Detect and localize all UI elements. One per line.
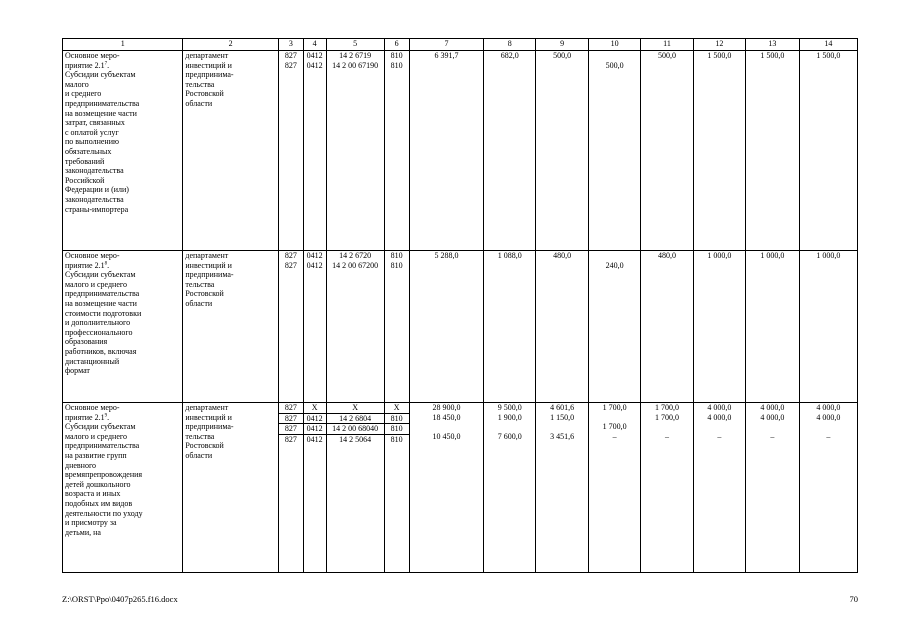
name-line: на возмещение части: [65, 298, 137, 308]
header-cell-8: 8: [484, 39, 536, 51]
year-value: 4 000,0: [816, 403, 841, 412]
name-text: приятие 2.1: [65, 412, 105, 422]
year-value: 480,0: [553, 251, 572, 260]
expense-type-code: X: [393, 403, 400, 412]
year-value: –: [717, 431, 722, 441]
name-line: малого: [65, 79, 89, 89]
year-value: 500,0: [657, 51, 676, 60]
name-text: приятие 2.1: [65, 60, 105, 70]
target-item-code: 14 2 00 67200: [332, 260, 379, 270]
total-value: [412, 261, 482, 271]
name-line: подобных им видов: [65, 498, 133, 508]
year-value: 3 451,6: [550, 431, 575, 441]
department-line: Ростовской: [185, 441, 224, 451]
footnote-marker: 9: [104, 412, 108, 418]
name-line: работников, включая: [65, 346, 137, 356]
year-value: [591, 251, 638, 261]
column-6-cell: [384, 403, 409, 573]
column-10-cell: [589, 251, 641, 403]
department-line: департамент: [185, 51, 229, 60]
total-value: [412, 422, 482, 432]
name-line: на развитие групп: [65, 450, 127, 460]
total-value: [412, 61, 482, 71]
ministry-code: 827: [284, 403, 297, 412]
column-11-cell: [641, 251, 694, 403]
department-line: области: [185, 98, 213, 108]
year-value: 1 088,0: [497, 251, 522, 260]
ministry-code: 827: [279, 434, 303, 445]
name-line: обязательных: [65, 146, 112, 156]
name-line: предпринимательства: [65, 98, 140, 108]
year-value: 1 150,0: [550, 412, 575, 422]
ministry-code: 827: [284, 60, 297, 70]
column-10-cell: [589, 403, 641, 573]
budget-table: [62, 38, 858, 573]
name-line: предпринимательства: [65, 441, 140, 451]
total-value: 10 450,0: [432, 431, 461, 441]
year-value: –: [770, 431, 775, 441]
department-cell: [183, 251, 278, 403]
department-line: департамент: [185, 251, 229, 260]
ministry-code: 827: [279, 423, 303, 434]
year-value: [643, 61, 691, 71]
name-line: Федерации и (или): [65, 185, 129, 195]
name-line: дистанционный: [65, 356, 120, 366]
column-13-cell: [745, 51, 799, 251]
year-value: 1 500,0: [760, 51, 785, 60]
expense-type-code: 810: [385, 413, 409, 424]
name-line: Основное меро-: [65, 251, 120, 260]
column-12-cell: [693, 251, 745, 403]
department-line: Ростовской: [185, 89, 224, 99]
section-code: 0412: [306, 60, 323, 70]
target-item-code: 14 2 6719: [339, 51, 372, 60]
column-14-cell: [799, 51, 857, 251]
name-line: Субсидии субъектам: [65, 270, 136, 280]
target-item-code: 14 2 6720: [339, 251, 372, 260]
year-value: [643, 422, 691, 432]
header-cell-2: 2: [183, 39, 278, 51]
column-3-cell: [278, 403, 303, 573]
year-value: [748, 422, 797, 432]
expense-type-code: 810: [390, 60, 403, 70]
year-value: 1 000,0: [816, 251, 841, 260]
year-value: [538, 61, 586, 71]
year-value: 1 700,0: [654, 403, 679, 412]
column-12-cell: [693, 51, 745, 251]
department-line: предпринима-: [185, 70, 234, 80]
department-cell: [183, 403, 278, 573]
year-value: 1 500,0: [816, 51, 841, 60]
name-line: времяпрепровождения: [65, 470, 143, 480]
name-line: формат: [65, 366, 90, 376]
section-code: 0412: [304, 413, 326, 424]
year-value: [486, 261, 533, 271]
year-value: [696, 422, 743, 432]
ministry-code: 827: [284, 260, 297, 270]
measure-name-cell: [63, 403, 183, 573]
year-value: 4 000,0: [816, 412, 841, 422]
name-line: страны-импортера: [65, 204, 129, 214]
name-line: [65, 61, 180, 71]
name-line: образования: [65, 337, 108, 347]
name-line: законодательства: [65, 194, 124, 204]
year-value: [696, 261, 743, 271]
year-value: 1 700,0: [654, 412, 679, 422]
column-8-cell: [484, 51, 536, 251]
name-line: дневного: [65, 460, 97, 470]
name-line: затрат, связанных: [65, 118, 125, 128]
column-5-cell: [326, 251, 384, 403]
total-value: 18 450,0: [432, 412, 461, 422]
column-12-cell: [693, 403, 745, 573]
department-line: тельства: [185, 279, 215, 289]
expense-type-code: 810: [390, 260, 403, 270]
name-line: Субсидии субъектам: [65, 422, 136, 432]
column-7-cell: [409, 403, 484, 573]
name-line: детей дошкольного: [65, 479, 131, 489]
column-14-cell: [799, 403, 857, 573]
target-item-code: 14 2 00 67190: [332, 60, 379, 70]
header-cell-9: 9: [536, 39, 589, 51]
ministry-code: 827: [284, 251, 297, 260]
column-8-cell: [484, 251, 536, 403]
header-cell-1: 1: [63, 39, 183, 51]
table-row: [63, 403, 858, 573]
header-cell-10: 10: [589, 39, 641, 51]
department-line: инвестиций и: [185, 260, 232, 270]
department-line: области: [185, 298, 213, 308]
year-value: 500,0: [553, 51, 572, 60]
total-value: 6 391,7: [434, 51, 459, 60]
name-line: профессионального: [65, 327, 133, 337]
section-code: 0412: [306, 251, 323, 260]
name-text: .: [107, 60, 110, 70]
name-line: и среднего: [65, 89, 102, 99]
name-line: малого и среднего: [65, 279, 127, 289]
year-value: 4 000,0: [707, 403, 732, 412]
footnote-marker: 7: [104, 60, 108, 66]
department-line: инвестиций и: [185, 60, 232, 70]
name-text: .: [107, 260, 110, 270]
name-line: возраста и иных: [65, 489, 121, 499]
expense-type-code: 810: [385, 434, 409, 445]
column-7-cell: [409, 51, 484, 251]
year-value: –: [612, 431, 617, 441]
column-13-cell: [745, 251, 799, 403]
table-row: [63, 251, 858, 403]
header-cell-7: 7: [409, 39, 484, 51]
header-cell-6: 6: [384, 39, 409, 51]
year-value: 4 601,6: [550, 403, 575, 412]
target-item-code: 14 2 6804: [327, 413, 384, 424]
year-value: 480,0: [657, 251, 676, 260]
ministry-code: 827: [279, 413, 303, 424]
name-line: Российской: [65, 175, 105, 185]
year-value: 500,0: [605, 60, 624, 70]
column-7-cell: [409, 251, 484, 403]
department-line: предпринима-: [185, 422, 234, 432]
measure-name-cell: [63, 251, 183, 403]
expense-type-code: 810: [385, 423, 409, 434]
column-3-cell: [278, 51, 303, 251]
name-text: приятие 2.1: [65, 260, 105, 270]
name-line: [65, 261, 180, 271]
year-value: 1 000,0: [760, 251, 785, 260]
year-value: 1 700,0: [602, 403, 627, 412]
department-line: Ростовской: [185, 289, 224, 299]
measure-name-cell: [63, 51, 183, 251]
name-line: Субсидии субъектам: [65, 70, 136, 80]
name-line: стоимости подготовки: [65, 308, 142, 318]
name-line: законодательства: [65, 166, 124, 176]
year-value: 4 000,0: [760, 403, 785, 412]
section-code: 0412: [304, 434, 326, 445]
column-8-cell: [484, 403, 536, 573]
name-line: [65, 413, 180, 423]
year-value: [486, 422, 533, 432]
department-line: предпринима-: [185, 270, 234, 280]
column-6-cell: [384, 251, 409, 403]
year-value: –: [826, 431, 831, 441]
name-line: с оплатой услуг: [65, 127, 119, 137]
header-row: [63, 39, 858, 51]
header-cell-11: 11: [641, 39, 694, 51]
year-value: [802, 61, 855, 71]
year-value: [643, 261, 691, 271]
year-value: [802, 261, 855, 271]
year-value: [748, 61, 797, 71]
target-item-code: 14 2 00 68040: [327, 423, 384, 434]
column-9-cell: [536, 403, 589, 573]
name-text: .: [107, 412, 110, 422]
department-line: инвестиций и: [185, 412, 232, 422]
name-line: и дополнительного: [65, 318, 131, 328]
name-line: по выполнению: [65, 137, 119, 147]
department-line: департамент: [185, 403, 229, 412]
column-11-cell: [641, 403, 694, 573]
column-4-cell: [303, 403, 326, 573]
target-item-code: 14 2 5064: [327, 434, 384, 445]
page-number: 70: [849, 594, 858, 604]
expense-type-code: 810: [390, 51, 403, 60]
name-line: на возмещение части: [65, 108, 137, 118]
year-value: 1 500,0: [707, 51, 732, 60]
table-row: [63, 51, 858, 251]
year-value: –: [664, 431, 669, 441]
header-cell-3: 3: [278, 39, 303, 51]
year-value: [538, 261, 586, 271]
year-value: [591, 51, 638, 61]
target-item-code: X: [352, 403, 359, 412]
header-cell-5: 5: [326, 39, 384, 51]
department-line: области: [185, 450, 213, 460]
name-line: детьми, на: [65, 527, 101, 537]
year-value: 1 900,0: [497, 412, 522, 422]
name-line: малого и среднего: [65, 431, 127, 441]
department-cell: [183, 51, 278, 251]
name-line: Основное меро-: [65, 403, 120, 412]
column-9-cell: [536, 251, 589, 403]
file-path: Z:\ORST\Ppo\0407p265.f16.docx: [62, 594, 178, 604]
section-code: X: [311, 403, 318, 412]
year-value: 4 000,0: [707, 412, 732, 422]
column-10-cell: [589, 51, 641, 251]
column-5-cell: [326, 403, 384, 573]
department-line: тельства: [185, 431, 215, 441]
year-value: 9 500,0: [497, 403, 522, 412]
year-value: [696, 61, 743, 71]
name-line: деятельности по уходу: [65, 508, 143, 518]
year-value: [802, 422, 855, 432]
ministry-code: 827: [284, 51, 297, 60]
total-value: 5 288,0: [434, 251, 459, 260]
name-line: Основное меро-: [65, 51, 120, 60]
department-line: тельства: [185, 79, 215, 89]
year-value: 240,0: [605, 260, 624, 270]
year-value: 4 000,0: [760, 412, 785, 422]
header-cell-4: 4: [303, 39, 326, 51]
section-code: 0412: [304, 423, 326, 434]
column-4-cell: [303, 51, 326, 251]
name-line: и присмотру за: [65, 518, 117, 528]
year-value: 7 600,0: [497, 431, 522, 441]
name-line: требований: [65, 156, 105, 166]
column-4-cell: [303, 251, 326, 403]
section-code: 0412: [306, 51, 323, 60]
column-11-cell: [641, 51, 694, 251]
year-value: [591, 413, 638, 423]
year-value: 1 700,0: [602, 422, 627, 432]
column-13-cell: [745, 403, 799, 573]
column-6-cell: [384, 51, 409, 251]
header-cell-12: 12: [693, 39, 745, 51]
total-value: 28 900,0: [432, 403, 461, 412]
name-line: предпринимательства: [65, 289, 140, 299]
column-14-cell: [799, 251, 857, 403]
column-9-cell: [536, 51, 589, 251]
year-value: [748, 261, 797, 271]
footnote-marker: 8: [104, 260, 108, 266]
column-5-cell: [326, 51, 384, 251]
section-code: 0412: [306, 260, 323, 270]
year-value: [486, 61, 533, 71]
year-value: 1 000,0: [707, 251, 732, 260]
column-3-cell: [278, 251, 303, 403]
year-value: 682,0: [500, 51, 519, 60]
header-cell-13: 13: [745, 39, 799, 51]
header-cell-14: 14: [799, 39, 857, 51]
expense-type-code: 810: [390, 251, 403, 260]
year-value: [538, 422, 586, 432]
